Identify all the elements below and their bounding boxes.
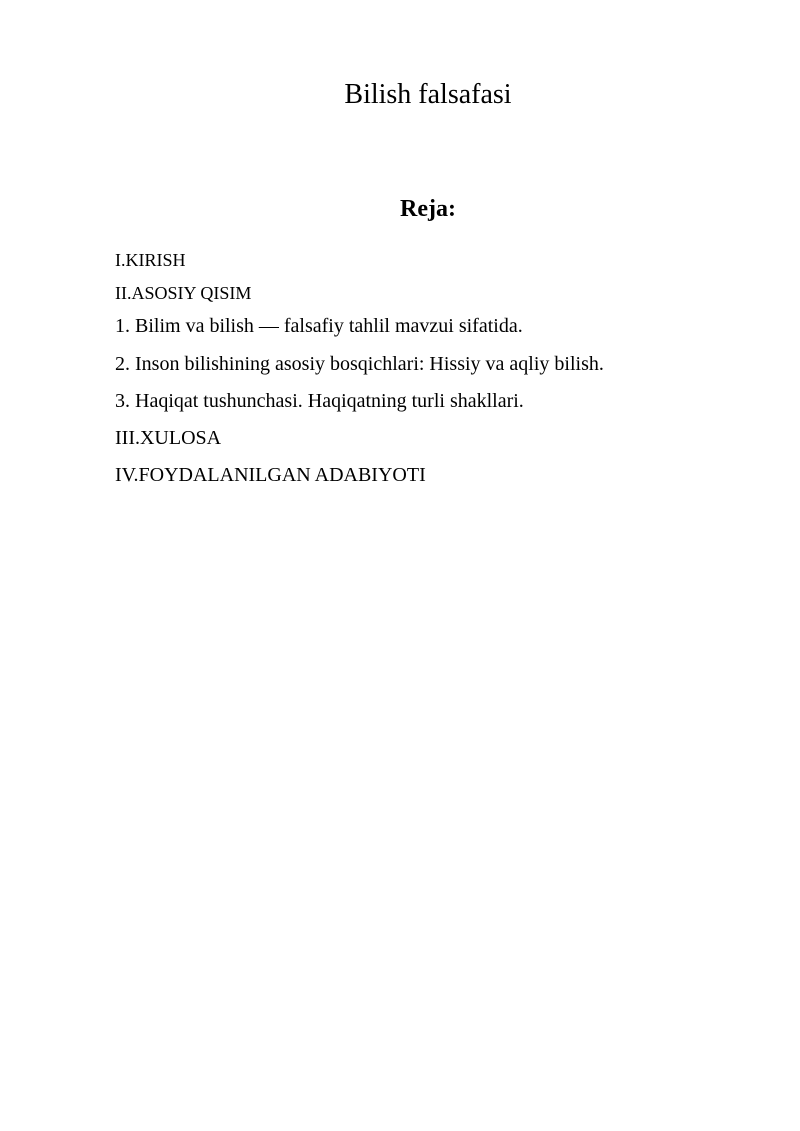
plan-item-2: 2. Inson bilishining asosiy bosqichlari: Hissiy va aqliy bilish. [115, 353, 604, 375]
plan-heading: Reja: [400, 196, 456, 222]
document-title: Bilish falsafasi [344, 79, 512, 110]
plan-item-introduction: I.KIRISH [115, 250, 186, 270]
plan-item-references: IV.FOYDALANILGAN ADABIYOTI [115, 464, 426, 486]
plan-item-conclusion: III.XULOSA [115, 427, 222, 449]
plan-item-3: 3. Haqiqat tushunchasi. Haqiqatning turli shakllari. [115, 390, 524, 412]
plan-item-main-part: II.ASOSIY QISIM [115, 283, 252, 303]
plan-item-1: 1. Bilim va bilish — falsafiy tahlil mavzui sifatida. [115, 315, 523, 337]
